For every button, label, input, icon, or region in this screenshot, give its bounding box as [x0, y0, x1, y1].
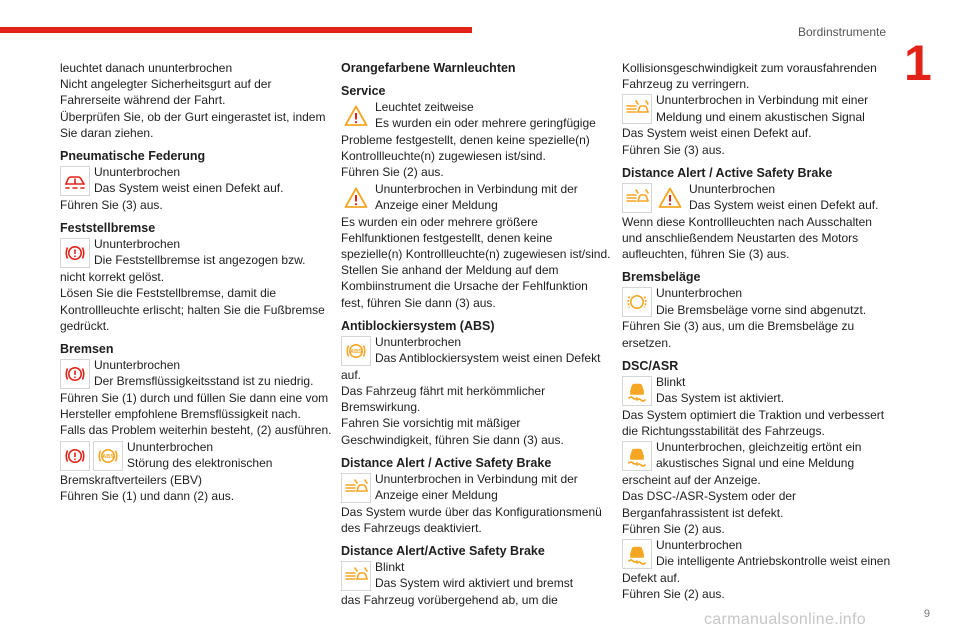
lamp-state: Ununterbrochen [656, 538, 743, 553]
lamp-state: Ununterbrochen [94, 165, 181, 180]
svg-text:ABS: ABS [350, 349, 362, 356]
paragraph: Das System optimiert die Traktion und verbessert die Richtungsstabilität des Fahrzeugs. [622, 407, 885, 439]
header-accent-bar [0, 27, 472, 33]
lamp-description: Anzeige einer Meldung [375, 197, 498, 212]
lamp-description: Das System ist aktiviert. [656, 391, 785, 406]
warning-lamp-distance-alert-active [341, 559, 613, 591]
paragraph: Das Fahrzeug fährt mit herkömmlicher Bremswirkung. [341, 384, 546, 415]
brake-pad-icon [622, 287, 652, 317]
lamp-state: Ununterbrochen in Verbindung mit der [375, 471, 578, 486]
column-left [60, 60, 332, 504]
lamp-state: Ununterbrochen, gleichzeitig ertönt ein [656, 440, 862, 455]
lamp-state: Ununterbrochen [375, 334, 462, 349]
lamp-description: Störung des elektronischen [127, 455, 273, 470]
warning-lamp-pneumatic-suspension [60, 164, 332, 196]
warning-triangle-icon [341, 183, 371, 213]
subheading-brakes: Bremsen [60, 342, 114, 357]
lamp-state: Blinkt [656, 374, 686, 389]
lamp-description: Das System weist einen Defekt auf. [94, 181, 284, 196]
subheading-dsc-asr: DSC/ASR [622, 358, 679, 373]
lamp-state: Leuchtet zeitweise [375, 100, 474, 114]
traction-control-icon [622, 539, 652, 569]
lamp-description: Die Bremsbeläge vorne sind abgenutzt. [656, 302, 867, 317]
section-title: Bordinstrumente [797, 25, 886, 39]
paragraph: Das DSC-/ASR-System oder der Berganfahrassistent ist defekt. [622, 489, 797, 520]
distance-alert-icon [341, 561, 371, 591]
subheading-distance-alert: Distance Alert/Active Safety Brake [341, 544, 545, 559]
lamp-description: Das System weist einen Defekt auf. [689, 198, 879, 213]
paragraph: Kollisionsgeschwindigkeit zum vorausfahrenden Fahrzeug zu verringern. [622, 61, 877, 92]
lamp-state: Blinkt [375, 560, 405, 575]
abs-icon [93, 441, 123, 471]
svg-text:ABS: ABS [102, 453, 114, 460]
paragraph: Falls das Problem weiterhin besteht, (2) ausführen. [60, 423, 332, 438]
warning-lamp-parking-brake [60, 236, 332, 268]
watermark: carmanualsonline.info [704, 611, 866, 628]
abs-icon [341, 336, 371, 366]
paragraph: Das System wurde über das Konfigurationsmenü des Fahrzeugs deaktiviert. [341, 504, 602, 536]
warning-lamp-abs [341, 334, 613, 366]
paragraph: Nicht angelegter Sicherheitsgurt auf der Fahrerseite während der Fahrt. [60, 77, 272, 108]
warning-lamp-distance-alert-deactivated [341, 471, 613, 503]
traction-control-icon [622, 441, 652, 471]
subheading-parking-brake: Feststellbremse [60, 221, 156, 236]
lamp-state: Ununterbrochen [656, 286, 743, 301]
paragraph: Führen Sie (3) aus. [60, 198, 163, 213]
paragraph: Führen Sie (1) durch und füllen Sie dann eine vom Hersteller empfohlene Bremsflüssigkeit nach. [60, 391, 329, 422]
brake-warning-icon [60, 441, 90, 471]
warning-lamp-ebv [60, 439, 332, 471]
distance-alert-icon [341, 473, 371, 503]
subheading-pneumatic-suspension: Pneumatische Federung [60, 149, 206, 164]
column-middle [341, 60, 613, 608]
paragraph: Lösen Sie die Feststellbremse, damit die Kontrollleuchte erlischt; halten Sie die Fußbremse gedrückt. [60, 286, 325, 333]
paragraph: Probleme festgestellt, denen keine spezielle(n) Kontrollleuchte(n) zugewiesen ist/sind. [341, 133, 590, 164]
column-right [622, 60, 894, 602]
paragraph: auf. [341, 367, 362, 382]
lamp-description: Es wurden ein oder mehrere geringfügige [375, 116, 596, 131]
warning-lamp-brakes [60, 357, 332, 389]
paragraph: Führen Sie (3) aus. [622, 142, 725, 157]
paragraph: Führen Sie (1) und dann (2) aus. [60, 488, 235, 503]
lamp-state: Ununterbrochen in Verbindung mit einer [656, 93, 869, 108]
paragraph: Bremskraftverteilers (EBV) [60, 472, 203, 487]
distance-alert-icon [622, 94, 652, 124]
warning-lamp-intelligent-drive-control [622, 537, 894, 569]
paragraph: Es wurden ein oder mehrere größere Fehlfunktionen festgestellt, denen keine spezielle(n) Kontrollleuchte(n) zugewiesen ist/sind. [341, 214, 611, 262]
lamp-description: Das System wird aktiviert und bremst [375, 576, 574, 591]
paragraph: Wenn diese Kontrollleuchten nach Ausschalten und anschließendem Neustarten des Motors aufleuchten, führen Sie (3) aus. [622, 214, 872, 262]
distance-alert-icon [622, 183, 652, 213]
lamp-state: Ununterbrochen [127, 439, 214, 454]
lamp-description: akustisches Signal und eine Meldung [656, 456, 855, 471]
chapter-number: 1 [904, 35, 932, 91]
subheading-brake-pads: Bremsbeläge [622, 270, 701, 285]
heading-orange-warning-lamps: Orangefarbene Warnleuchten [341, 61, 516, 75]
brake-warning-icon [60, 238, 90, 268]
warning-lamp-brake-pads [622, 285, 894, 317]
page-number: 9 [923, 608, 930, 620]
warning-triangle-icon [341, 101, 371, 131]
subheading-distance-alert: Distance Alert / Active Safety Brake [341, 455, 552, 470]
paragraph: leuchtet danach ununterbrochen [60, 61, 233, 75]
paragraph: erscheint auf der Anzeige. [622, 473, 761, 488]
paragraph: Führen Sie (2) aus. [622, 521, 725, 536]
warning-triangle-icon [655, 183, 685, 213]
warning-lamp-dsc-blinking [622, 374, 894, 406]
car-suspension-warning-icon [60, 166, 90, 196]
warning-lamp-distance-alert-fault [622, 181, 894, 213]
lamp-description: Der Bremsflüssigkeitsstand ist zu niedrig. [94, 374, 314, 389]
paragraph: Fahren Sie vorsichtig mit mäßiger Geschwindigkeit, führen Sie dann (3) aus. [341, 416, 564, 447]
paragraph: nicht korrekt gelöst. [60, 270, 165, 285]
paragraph: Führen Sie (2) aus. [341, 165, 444, 180]
warning-lamp-service [341, 99, 613, 131]
paragraph: Defekt auf. [622, 571, 681, 586]
subheading-service: Service [341, 84, 386, 98]
warning-lamp-distance-alert-fault-message [622, 92, 894, 124]
paragraph: Das System weist einen Defekt auf. [622, 126, 812, 141]
subheading-distance-alert: Distance Alert / Active Safety Brake [622, 165, 833, 180]
warning-lamp-dsc-fault [622, 439, 894, 471]
paragraph: Führen Sie (2) aus. [622, 587, 725, 602]
lamp-description: Das Antiblockiersystem weist einen Defekt [375, 351, 601, 366]
paragraph: Stellen Sie anhand der Meldung auf dem Kombiinstrument die Ursache der Fehlfunktion fest, führen Sie dann (3) aus. [341, 263, 588, 310]
lamp-state: Ununterbrochen [94, 237, 181, 252]
subheading-abs: Antiblockiersystem (ABS) [341, 318, 495, 333]
lamp-description: Die intelligente Antriebskontrolle weist einen [656, 554, 891, 569]
warning-lamp-service-message [341, 181, 613, 213]
lamp-description: Anzeige einer Meldung [375, 488, 498, 503]
lamp-description: Die Feststellbremse ist angezogen bzw. [94, 253, 306, 268]
brake-warning-icon [60, 359, 90, 389]
paragraph: Überprüfen Sie, ob der Gurt eingerastet ist, indem Sie daran ziehen. [60, 109, 326, 140]
lamp-state: Ununterbrochen [689, 181, 776, 196]
lamp-state: Ununterbrochen [94, 358, 181, 373]
lamp-description: Meldung und einem akustischen Signal [656, 109, 865, 124]
lamp-state: Ununterbrochen in Verbindung mit der [375, 181, 578, 196]
traction-control-icon [622, 376, 652, 406]
paragraph: Führen Sie (3) aus, um die Bremsbeläge zu ersetzen. [622, 319, 855, 350]
paragraph: das Fahrzeug vorübergehend ab, um die [341, 593, 558, 608]
